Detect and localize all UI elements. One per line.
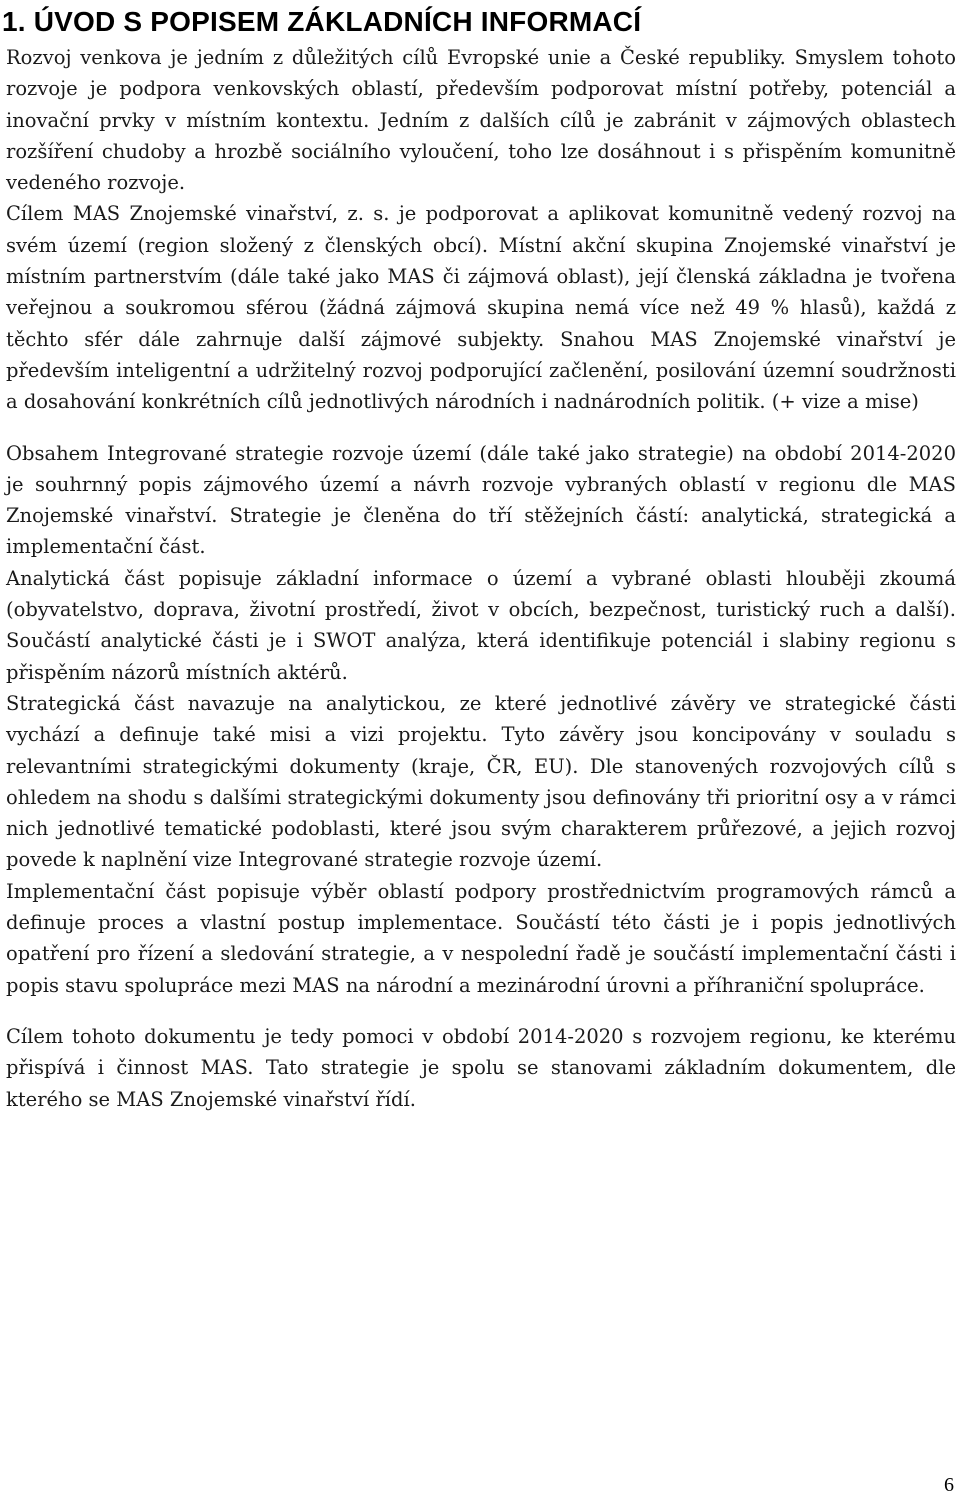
paragraph-strategic-part: Strategická část navazuje na analytickou, ze které jednotlivé závěry ve strategické části vychází a definuje také misi a vizi projektu. Tyto závěry jsou koncipovány v souladu s relevantními strategickými dokumenty (kraje, ČR, EU). Dle stanovených rozvojových cílů s ohledem na shodu s dalšími strategickými dokumenty jsou definovány tři prioritní osy a v rámci nich jednotlivé tematické podoblasti, které jsou svým charakterem průřezové, a jejich rozvoj povede k naplnění vize Integrované strategie rozvoje území. [6,691,956,872]
document-page [2,0,956,1115]
paragraph-mas-goal: Cílem MAS Znojemské vinařství, z. s. je podporovat a aplikovat komunitně vedený rozvoj na svém území (region složený z členských obcí). Místní akční skupina Znojemské vinařství je místním partnerstvím (dále také jako MAS či zájmová oblast), její členská základna je tvořena veřejnou a soukromou sférou (žádná zájmová skupina nemá více než 49 % hlasů), každá z těchto sfér dále zahrnuje další zájmové subjekty. Snahou MAS Znojemské vinařství je především inteligentní a udržitelný rozvoj podporující začlenění, posilování územní soudržnosti a dosahování konkrétních cílů jednotlivých národních i nadnárodních politik. (+ vize a mise) [6,202,956,414]
paragraph-strategy-content: Obsahem Integrované strategie rozvoje území (dále také jako strategie) na období 2014-2020 je souhrnný popis zájmového území a návrh rozvoje vybraných oblastí v regionu dle MAS Znojemské vinařství. Strategie je členěna do tří stěžejních částí: analytická, strategická a implementační část. [6,441,956,559]
section-heading [2,2,956,42]
paragraph-implementation-part: Implementační část popisuje výběr oblastí podpory prostřednictvím programových rámců a definuje proces a vlastní postup implementace. Součástí této části je i popis jednotlivých opatření pro řízení a sledování strategie, a v nespolední řadě je součástí implementační části i popis stavu spolupráce mezi MAS na národní a mezinárodní úrovni a příhraniční spolupráce. [6,879,956,997]
section-number: 1. [2,6,26,37]
page-number: 6 [944,1474,954,1496]
paragraph-intro-rural-development: Rozvoj venkova je jedním z důležitých cílů Evropské unie a České republiky. Smyslem tohoto rozvoje je podpora venkovských oblastí, především podporovat místní potřeby, potenciál a inovační prvky v místním kontextu. Jedním z dalších cílů je zabránit v zájmových oblastech rozšíření chudoby a hrozbě sociálního vyloučení, toho lze dosáhnout i s přispěním komunitně vedeného rozvoje. [6,46,956,195]
paragraph-analytical-part: Analytická část popisuje základní informace o území a vybrané oblasti hlouběji zkoumá (obyvatelstvo, doprava, životní prostředí, život v obcích, bezpečnost, turistický ruch a další). Součástí analytické části je i SWOT analýza, která identifikuje potenciál i slabiny regionu s přispěním názorů místních aktérů. [6,566,956,684]
paragraph-document-aim: Cílem tohoto dokumentu je tedy pomoci v období 2014-2020 s rozvojem regionu, ke kterému přispívá i činnost MAS. Tato strategie je spolu se stanovami základním dokumentem, dle kterého se MAS Znojemské vinařství řídí. [6,1024,956,1111]
section-title: ÚVOD S POPISEM ZÁKLADNÍCH INFORMACÍ [33,6,642,37]
